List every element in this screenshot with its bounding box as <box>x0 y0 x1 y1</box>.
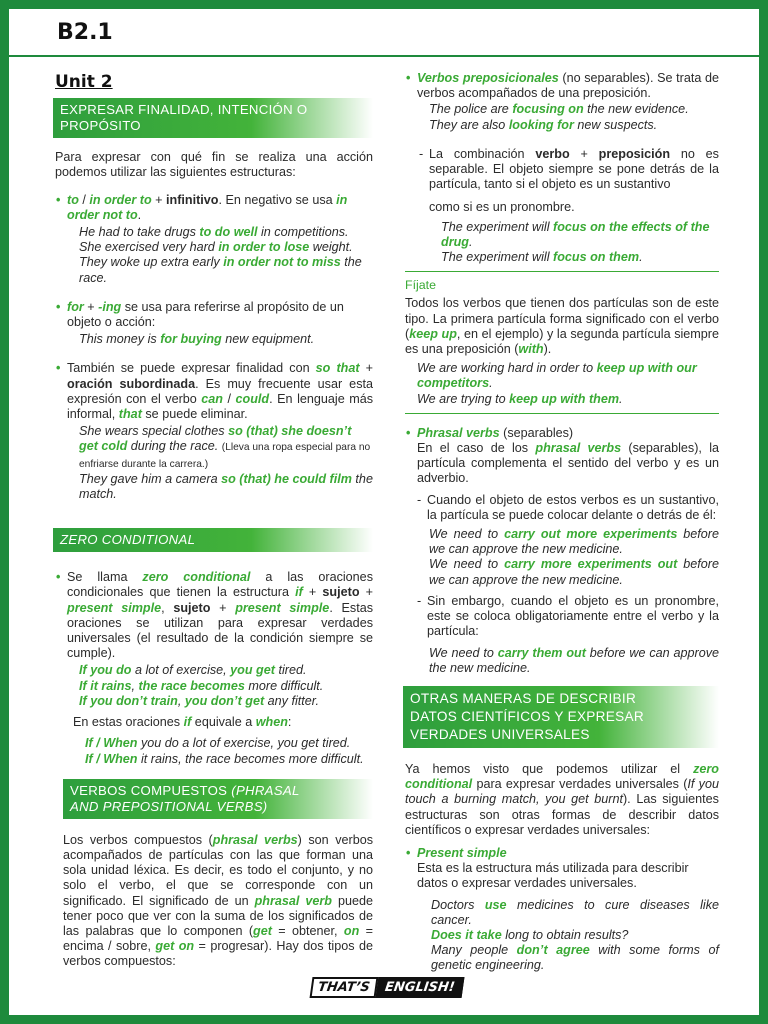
text-span: We need to <box>429 527 505 542</box>
example <box>79 679 373 694</box>
text-span: Verbos preposicionales <box>417 71 559 85</box>
text-span: weight. <box>309 240 353 255</box>
text-span: VERBOS COMPUESTOS <box>70 782 232 798</box>
divider <box>405 271 719 272</box>
section-heading-finalidad <box>53 98 373 138</box>
example <box>429 557 719 587</box>
example <box>431 943 719 973</box>
text-span: long to obtain results? <box>501 927 629 942</box>
section-heading-verbos-compuestos <box>63 779 373 819</box>
text-span: se puede eliminar. <box>141 407 248 422</box>
text-span: . Estas oraciones se utilizan para expresar verdades universales (el resultado de la condición siempre se cumple). <box>67 600 374 661</box>
list-item <box>405 426 719 676</box>
text-span: / <box>223 391 236 406</box>
bullet-icon: • <box>56 192 61 207</box>
text-span: for <box>67 299 84 314</box>
text-span: (no separables). Se trata de verbos acompañados de una preposición. <box>417 71 719 101</box>
text-span: get <box>253 923 272 938</box>
text-span: don’t agree <box>516 943 590 958</box>
text-span: -ing <box>98 299 122 314</box>
text-span: in order not to miss <box>223 255 341 270</box>
text-span: you do a lot of exercise, you get tired. <box>137 736 351 751</box>
example <box>79 663 373 678</box>
text-span: sujeto <box>322 585 360 600</box>
text-span: AND PREPOSITIONAL VERBS) <box>70 798 268 814</box>
text-span: If <box>85 736 93 751</box>
level-title: B2.1 <box>57 20 113 45</box>
example <box>79 472 373 502</box>
paragraph <box>67 361 373 422</box>
text-span: the match. <box>79 471 373 502</box>
bullet-icon: • <box>56 299 61 314</box>
text-span: on <box>343 923 360 938</box>
text-span: If it rains <box>79 678 132 693</box>
text-span: in competitions. <box>257 225 349 240</box>
text-span: any fitter. <box>264 693 319 708</box>
dash-icon: - <box>417 593 422 608</box>
text-span: Los verbos compuestos ( <box>63 832 213 847</box>
left-column <box>55 71 373 970</box>
text-span: looking for <box>508 117 574 132</box>
paragraph: Para expresar con qué fin se realiza una acción podemos utilizar las siguientes estructuras: <box>55 150 373 180</box>
paragraph <box>73 715 373 730</box>
example <box>441 250 719 265</box>
term: in order not to <box>67 192 348 222</box>
right-column <box>405 71 719 974</box>
text-span: you get <box>230 663 275 678</box>
text-span: The police are <box>429 102 513 117</box>
text-span: The experiment will <box>441 219 553 234</box>
text-span: = obtener, <box>271 923 344 938</box>
bullet-icon: • <box>406 845 411 860</box>
text-span: + <box>569 146 599 161</box>
text-span: focus on the effects of the drug <box>441 219 710 249</box>
example <box>85 736 373 751</box>
text-span: If you don’t train <box>79 693 178 708</box>
text-span: = encima / sobre, <box>63 923 373 954</box>
text-span: They gave him a camera <box>79 471 222 486</box>
dash-icon: - <box>419 146 424 161</box>
text-span: / <box>92 751 104 766</box>
text-span: Ya hemos visto que podemos utilizar el <box>405 761 694 776</box>
paragraph <box>63 833 373 970</box>
example <box>417 361 719 391</box>
text-span: the new evidence. <box>583 102 689 117</box>
list-item <box>405 71 719 133</box>
text-span: it rains, the race becomes more difficult. <box>137 751 364 766</box>
text-span: If you do <box>79 663 132 678</box>
text-span: the race becomes <box>138 678 245 693</box>
heading-line: EXPRESAR FINALIDAD, INTENCIÓN O <box>60 102 308 118</box>
text-span: get on <box>155 939 195 954</box>
text-span: (separables), la partícula complementa el sentido del verbo y es un adverbio. <box>417 441 719 486</box>
text-span: ) son verbos acompañados de partículas con las que forman una sola unidad léxica. Es decir, es todo el conjunto, y no solo el verbo, el que se corresponde con un significado. El significado de un <box>63 832 373 908</box>
unit-title: Unit 2 <box>55 72 113 92</box>
text-span: verbo <box>535 146 570 161</box>
list-item <box>417 493 719 523</box>
term: infinitivo <box>166 192 219 207</box>
text-span: We are working hard in order to <box>417 361 597 376</box>
text-span: / <box>92 736 104 751</box>
text-span: sujeto <box>173 600 211 615</box>
text-span: so (that) she doesn’t get cold <box>79 424 352 454</box>
text-span: En el caso de los <box>417 441 536 456</box>
text-span: Does it take <box>431 927 502 942</box>
text-span: . Es muy frecuente usar esta expresión con el verbo <box>67 376 373 406</box>
text-span: when <box>255 715 288 730</box>
text-span: = progresar). Hay dos tipos de verbos compuestos: <box>63 939 373 969</box>
text-span: VERDADES UNIVERSALES <box>410 726 590 742</box>
paragraph <box>67 570 373 661</box>
bullet-icon: • <box>406 71 411 85</box>
paragraph <box>417 441 719 487</box>
list-item <box>55 193 373 286</box>
text-span: to do well <box>199 225 258 240</box>
page <box>9 9 759 1015</box>
text-span: you don’t get <box>184 693 265 708</box>
text-span: , <box>161 600 174 615</box>
text-span: the race. <box>79 255 362 285</box>
text-span: + <box>210 600 236 615</box>
text-span: He had to take drugs <box>79 225 200 240</box>
text-span: during the race. <box>127 439 222 454</box>
text-span: phrasal verb <box>254 893 332 908</box>
paragraph <box>405 762 719 838</box>
text-span: La combinación <box>429 146 536 161</box>
text-span: (separables) <box>499 425 574 440</box>
list-item <box>55 361 373 502</box>
paragraph <box>67 193 373 223</box>
text-span: present simple <box>67 600 162 615</box>
paragraph <box>417 71 719 101</box>
text-span: focus on them <box>553 250 640 265</box>
text-span: can <box>201 391 223 406</box>
example <box>417 392 719 407</box>
text-span: + <box>359 361 373 376</box>
paragraph <box>417 426 719 441</box>
text-span: : <box>287 715 292 730</box>
text-span: Todos los verbos que tienen dos partículas son de este tipo. La primera partícula forma significado con el verbo ( <box>405 296 719 341</box>
text-span: . En lenguaje más informal, <box>67 391 374 422</box>
text-span: + <box>359 585 373 600</box>
text-span: If <box>85 751 93 766</box>
text-span: keep up with our competitors <box>417 361 697 391</box>
text-span: Present simple <box>417 845 507 860</box>
text-span: before we can approve the new medicine. <box>429 527 719 557</box>
text: . <box>137 207 142 222</box>
example <box>429 118 719 133</box>
text-span: medicines to cure diseases like cancer. <box>431 897 720 927</box>
text-span: We need to <box>429 557 505 572</box>
text: / <box>78 192 90 207</box>
text-span: so that <box>315 361 360 376</box>
list-item <box>55 300 373 348</box>
text-span: (PHRASAL <box>231 782 300 798</box>
text-span: También se puede expresar finalidad con <box>67 361 316 376</box>
example <box>431 898 719 928</box>
text-span: , en el ejemplo) y la segunda partícula siempre es una preposición ( <box>405 326 719 357</box>
example <box>431 928 719 943</box>
text-span: Cuando el objeto de estos verbos es un sustantivo, la partícula se puede colocar delante o detrás de él: <box>427 492 719 522</box>
paragraph <box>405 296 719 357</box>
text-span: with <box>518 342 544 357</box>
text-span: phrasal verbs <box>212 832 298 847</box>
list-item <box>55 570 373 709</box>
logo-part-thats: THAT’S <box>310 977 379 998</box>
bullet-icon: • <box>56 361 61 376</box>
text-span: They woke up extra early <box>79 255 224 270</box>
text-span: present simple <box>235 600 330 615</box>
text-span: carry out more experiments <box>504 527 678 542</box>
paragraph: como si es un pronombre. <box>429 200 575 215</box>
example <box>79 225 373 240</box>
list-item <box>419 147 719 265</box>
text-span: When <box>103 751 138 766</box>
text-span: that <box>118 407 142 422</box>
text-span: . <box>639 250 643 265</box>
text-span: + <box>302 585 323 600</box>
example <box>429 527 719 557</box>
logo-part-english: ENGLISH! <box>375 977 464 998</box>
example <box>79 255 373 285</box>
example <box>441 220 719 250</box>
text-span: They are also <box>429 117 509 132</box>
text-span: (Lleva una ropa especial para no enfriarse durante la carrera.) <box>79 442 371 470</box>
divider <box>405 413 719 414</box>
example <box>85 752 373 767</box>
list-item <box>405 846 719 974</box>
text-span: When <box>103 736 138 751</box>
example <box>79 694 373 709</box>
text-span: focusing on <box>512 102 584 117</box>
paragraph: Esta es la estructura más utilizada para describir datos o expresar verdades universales. <box>417 861 689 891</box>
text-span: se usa para referirse al propósito de un objeto o acción: <box>67 299 344 330</box>
text-span: before we can approve the new medicine. <box>429 645 719 675</box>
text-span: She exercised very hard <box>79 240 219 255</box>
header-bar <box>9 9 759 57</box>
text-span: + <box>83 299 99 314</box>
text-span: more difficult. <box>244 678 324 693</box>
text-span: keep up with them <box>509 391 620 406</box>
text-span: preposición <box>598 146 671 161</box>
text-span: . <box>619 391 623 406</box>
text-span: Sin embargo, cuando el objeto es un pronombre, este se coloca obligatoriamente entre el verbo y la partícula: <box>427 593 719 639</box>
text-span: Phrasal verbs <box>417 425 500 440</box>
text-span: . <box>468 234 473 249</box>
text-span: , <box>177 693 185 708</box>
dash-icon: - <box>417 492 422 507</box>
text-span: zero conditional <box>405 761 719 792</box>
text-span: in order to lose <box>218 240 310 255</box>
text-span: We are trying to <box>417 391 510 406</box>
text-span: Doctors <box>431 897 485 912</box>
text-span: Many people <box>431 943 517 958</box>
example <box>79 424 373 472</box>
text-block <box>70 783 355 799</box>
text-span: if <box>183 715 192 730</box>
text-span: phrasal verbs <box>535 441 622 456</box>
text-span: new equipment. <box>221 332 315 347</box>
text-span: If you touch a burning match, you get burnt <box>405 777 719 807</box>
bullet-icon: • <box>56 570 61 585</box>
section-heading-otras-maneras <box>403 686 719 748</box>
text-span: oración subordinada <box>67 376 196 391</box>
text-span: with some forms of genetic engineering. <box>431 943 719 973</box>
text-span: equivale a <box>191 715 256 730</box>
text-span: She wears special clothes <box>79 424 229 439</box>
example <box>429 102 719 117</box>
text-span: use <box>484 897 507 912</box>
text-span: tired. <box>274 663 307 678</box>
term: in order to <box>89 192 152 207</box>
text-span: keep up <box>409 326 457 341</box>
text-span: . <box>489 376 493 391</box>
text-span: if <box>295 585 303 600</box>
term: to <box>67 192 79 207</box>
text-span: ). Las siguientes estructuras son otras formas de describir datos científicos o expresar verdades universales: <box>405 792 719 837</box>
paragraph <box>429 147 719 193</box>
text-span: no es separable. El objeto siempre se pone detrás de la partícula, tanto si el objeto es un sustantivo <box>429 146 719 192</box>
text: + <box>151 192 167 207</box>
bullet-icon: • <box>406 425 411 440</box>
text-span: para expresar verdades universales ( <box>472 777 688 792</box>
section-heading-zero-conditional: ZERO CONDITIONAL <box>53 528 373 552</box>
text-span: ). <box>543 342 552 357</box>
paragraph <box>67 300 373 330</box>
text-span: zero conditional <box>142 570 251 585</box>
text-span: This money is <box>79 332 161 347</box>
text-span: We need to <box>429 645 498 660</box>
text-span: a las oraciones condicionales que tienen la estructura <box>67 570 373 600</box>
text-span: new suspects. <box>573 117 658 132</box>
text-span: for buying <box>160 332 222 347</box>
text-span: carry more experiments out <box>504 557 678 572</box>
text-span: DATOS CIENTÍFICOS Y EXPRESAR <box>410 708 645 724</box>
text-span: so (that) he could film <box>221 471 352 486</box>
text-span: puede tener poco que ver con la suma de los significados de las palabras que lo componen ( <box>63 893 373 938</box>
heading-line: PROPÓSITO <box>60 118 141 134</box>
text-span: OTRAS MANERAS DE DESCRIBIR <box>410 690 637 706</box>
text-span: carry them out <box>497 645 586 660</box>
note-title: Fíjate <box>405 278 436 293</box>
text-span: before we can approve the new medicine. <box>429 557 719 587</box>
example <box>79 332 373 347</box>
text-span: En estas oraciones <box>73 715 184 730</box>
example <box>79 240 373 255</box>
text-span: could <box>235 391 270 406</box>
text-span: , <box>131 678 139 693</box>
example <box>429 646 719 676</box>
thats-english-logo <box>311 977 462 998</box>
text-span: Se llama <box>67 570 143 585</box>
text: . En negativo se usa <box>218 192 337 207</box>
text-span: The experiment will <box>441 250 553 265</box>
text-span: a lot of exercise, <box>131 663 231 678</box>
list-item <box>417 594 719 640</box>
